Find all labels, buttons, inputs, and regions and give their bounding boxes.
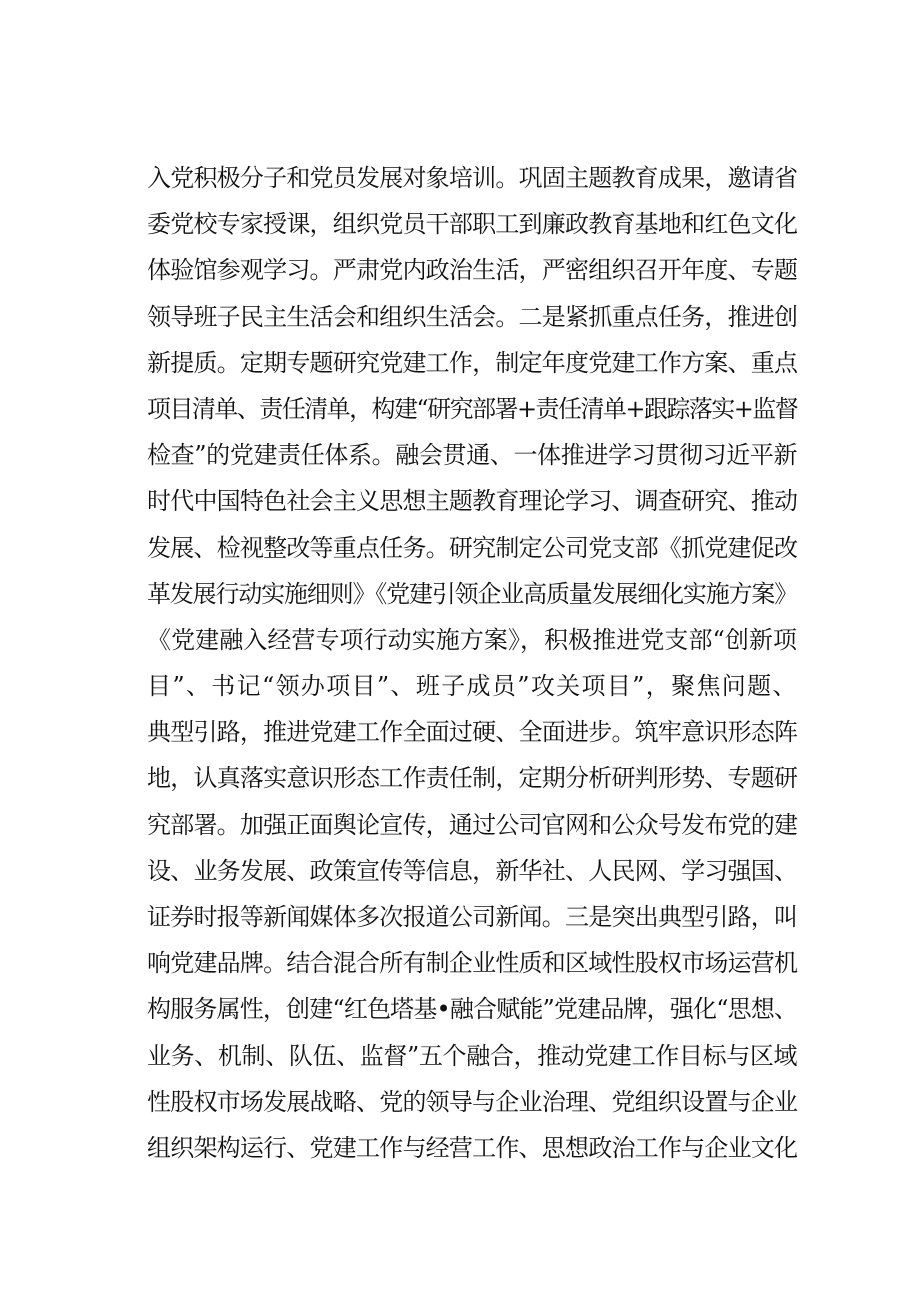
text-line: 地，认真落实意识形态工作责任制，定期分析研判形势、专题研 — [147, 764, 797, 793]
text-line: 检查”的党建责任体系。融会贯通、一体推进学习贯彻习近平新 — [147, 441, 797, 470]
text-line: 性股权市场发展战略、党的领导与企业治理、党组织设置与企业 — [147, 1087, 797, 1116]
text-line: 组织架构运行、党建工作与经营工作、思想政治工作与企业文化 — [147, 1133, 797, 1162]
text-line: 究部署。加强正面舆论宣传，通过公司官网和公众号发布党的建 — [147, 810, 797, 839]
text-line: 时代中国特色社会主义思想主题教育理论学习、调查研究、推动 — [147, 487, 797, 516]
body-text — [147, 155, 797, 1171]
text-line: 发展、检视整改等重点任务。研究制定公司党支部《抓党建促改 — [147, 533, 797, 562]
text-line: 领导班子民主生活会和组织生活会。二是紧抓重点任务，推进创 — [147, 302, 797, 331]
text-line: 典型引路，推进党建工作全面过硬、全面进步。筑牢意识形态阵 — [147, 718, 797, 747]
text-line: 证券时报等新闻媒体多次报道公司新闻。三是突出典型引路，叫 — [147, 903, 797, 931]
text-line: 项目清单、责任清单，构建“研究部署+责任清单+跟踪落实+监督 — [147, 394, 797, 423]
text-line: 《党建融入经营专项行动实施方案》，积极推进党支部“创新项 — [147, 625, 797, 654]
text-line: 目”、书记“领办项目”、班子成员”攻关项目”，聚焦问题、 — [147, 672, 797, 701]
text-line: 委党校专家授课，组织党员干部职工到廉政教育基地和红色文化 — [147, 210, 797, 239]
text-line: 入党积极分子和党员发展对象培训。巩固主题教育成果，邀请省 — [147, 164, 797, 192]
text-line: 业务、机制、队伍、监督”五个融合，推动党建工作目标与区域 — [147, 1041, 797, 1070]
text-line: 革发展行动实施细则》《党建引领企业高质量发展细化实施方案》 — [147, 579, 797, 608]
text-line: 新提质。定期专题研究党建工作，制定年度党建工作方案、重点 — [147, 348, 797, 377]
text-line: 体验馆参观学习。严肃党内政治生活，严密组织召开年度、专题 — [147, 256, 797, 285]
text-line: 构服务属性，创建“红色塔基•融合赋能”党建品牌，强化“思想、 — [147, 995, 797, 1024]
text-line: 设、业务发展、政策宣传等信息，新华社、人民网、学习强国、 — [147, 856, 797, 885]
text-line: 响党建品牌。结合混合所有制企业性质和区域性股权市场运营机 — [147, 949, 797, 978]
